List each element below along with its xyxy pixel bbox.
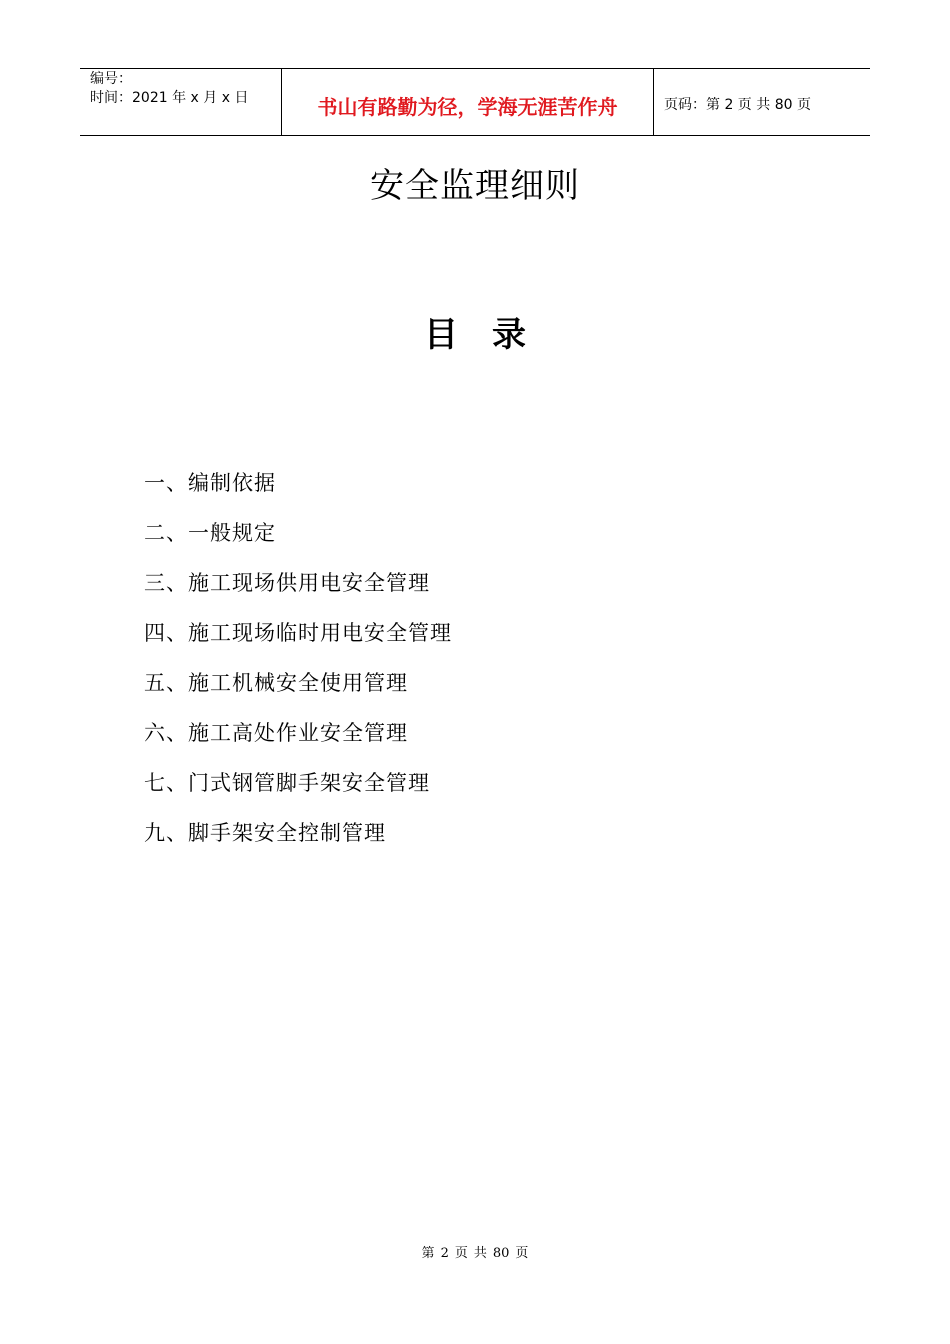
header-meta-cell xyxy=(80,69,281,135)
toc-item[interactable]: 六、施工高处作业安全管理 xyxy=(144,721,408,745)
header-page-cell xyxy=(654,69,870,135)
toc-item[interactable]: 一、编制依据 xyxy=(144,471,276,495)
document-title: 安全监理细则 xyxy=(370,166,580,206)
toc-item[interactable]: 三、施工现场供用电安全管理 xyxy=(144,571,430,595)
serial-number-label: 编号： xyxy=(90,71,132,87)
toc-item[interactable]: 九、脚手架安全控制管理 xyxy=(144,821,386,845)
footer-total-suffix: 页 xyxy=(515,1246,529,1261)
footer-total-pages: 80 xyxy=(492,1246,510,1261)
toc-item[interactable]: 七、门式钢管脚手架安全管理 xyxy=(144,771,430,795)
page-footer xyxy=(0,1244,950,1264)
toc-heading: 目 录 xyxy=(424,315,526,355)
header-motto-cell xyxy=(281,69,654,135)
footer-page-prefix: 第 xyxy=(421,1246,435,1261)
table-of-contents xyxy=(144,466,452,866)
toc-item[interactable]: 五、施工机械安全使用管理 xyxy=(144,671,408,695)
footer-page-suffix: 页 xyxy=(454,1246,468,1261)
header-page-info: 页码：第 2 页 共 80 页 xyxy=(664,97,811,113)
date-label: 时间：2021 年 x 月 x 日 xyxy=(90,90,249,106)
toc-item[interactable]: 四、施工现场临时用电安全管理 xyxy=(144,621,452,645)
header-motto: 书山有路勤为径，学海无涯苦作舟 xyxy=(317,94,618,119)
footer-total-prefix: 共 xyxy=(473,1246,487,1261)
page-header xyxy=(80,68,870,136)
toc-item[interactable]: 二、一般规定 xyxy=(144,521,276,545)
footer-page-number: 2 xyxy=(440,1246,449,1261)
